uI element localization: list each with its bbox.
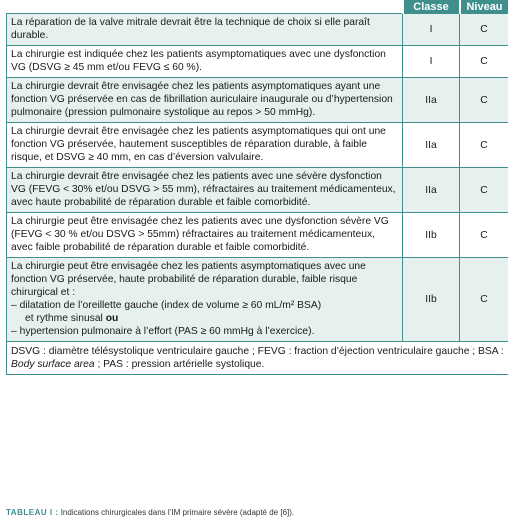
caption-label: TABLEAU I : [6, 508, 58, 517]
list-item-dilatation: – dilatation de l’oreillette gauche (index de volume ≥ 60 mL/m² BSA) [11, 299, 398, 312]
recommendations-table-wrapper [6, 0, 508, 375]
header-classe: Classe [403, 0, 460, 14]
ou-text: ou [106, 313, 119, 324]
list-item-hypertension: – hypertension pulmonaire à l’effort (PAS ≥ 60 mmHg à l’exercice). [11, 325, 398, 338]
table-row [7, 14, 508, 46]
row-classe: IIa [403, 123, 460, 168]
footnote [7, 342, 508, 375]
rythme-text: et rythme sinusal [25, 313, 103, 324]
footnote-text-bsa: Body surface area [11, 359, 95, 370]
footnote-row [7, 342, 508, 375]
table-header-row [7, 0, 508, 14]
row-niveau: C [460, 123, 508, 168]
row-text: La chirurgie devrait être envisagée chez les patients avec une sévère dysfonction VG (FEVG < 30% et/ou DSVG > 55 mm), réfractaires au traitement médicamenteux, avec haute probabilité de réparation durable et faible comorbidité. [7, 168, 403, 213]
row-classe: IIb [403, 213, 460, 258]
row-text: La chirurgie est indiquée chez les patients asymptomatiques avec une dysfonction VG (DSVG ≥ 45 mm et/ou FEVG ≤ 60 %). [7, 46, 403, 78]
row-niveau: C [460, 258, 508, 342]
table-row [7, 78, 508, 123]
row-text-block [7, 258, 403, 342]
row-text: La chirurgie devrait être envisagée chez les patients asymptomatiques ayant une fonction VG préservée en cas de fibrillation auriculaire inaugurale ou d’hypertension pulmonaire (pression pulmonaire systolique au repos > 50 mmHg). [7, 78, 403, 123]
row-text: La chirurgie devrait être envisagée chez les patients asymptomatiques qui ont une fonction VG préservée, hautement susceptibles de réparation durable, à faible risque, et DSVG ≥ 40 mm, en cas d’éversion valvulaire. [7, 123, 403, 168]
caption-text: Indications chirurgicales dans l’IM primaire sévère (adapté de [6]). [58, 508, 294, 517]
list-item-rythme [11, 312, 398, 325]
table-row [7, 123, 508, 168]
row-niveau: C [460, 78, 508, 123]
row-niveau: C [460, 168, 508, 213]
row-classe: IIa [403, 168, 460, 213]
footnote-text-1: DSVG : diamètre télésystolique ventriculaire gauche ; FEVG : fraction d’éjection ventriculaire gauche ; BSA : [11, 346, 504, 357]
header-niveau: Niveau [460, 0, 508, 14]
row-text: La réparation de la valve mitrale devrait être la technique de choix si elle paraît durable. [7, 14, 403, 46]
header-blank [7, 0, 403, 14]
table-row [7, 258, 508, 342]
footnote-text-2: ; PAS : pression artérielle systolique. [95, 359, 265, 370]
table-row [7, 46, 508, 78]
row-classe: IIb [403, 258, 460, 342]
recommendations-table [6, 0, 508, 375]
row-classe: I [403, 46, 460, 78]
row-niveau: C [460, 213, 508, 258]
row-niveau: C [460, 14, 508, 46]
row-niveau: C [460, 46, 508, 78]
row-classe: I [403, 14, 460, 46]
table-row [7, 213, 508, 258]
row-text: La chirurgie peut être envisagée chez les patients avec une dysfonction sévère VG (FEVG < 30 % et/ou DSVG > 55mm) réfractaires au traitement médicamenteux, avec faible probabilité de réparation durable et faible comorbidité. [7, 213, 403, 258]
table-row [7, 168, 508, 213]
row-text: La chirurgie peut être envisagée chez les patients asymptomatiques avec une fonction VG préservée, haute probabilité de réparation durable, faible risque chirurgical et : [11, 261, 366, 298]
row-classe: IIa [403, 78, 460, 123]
